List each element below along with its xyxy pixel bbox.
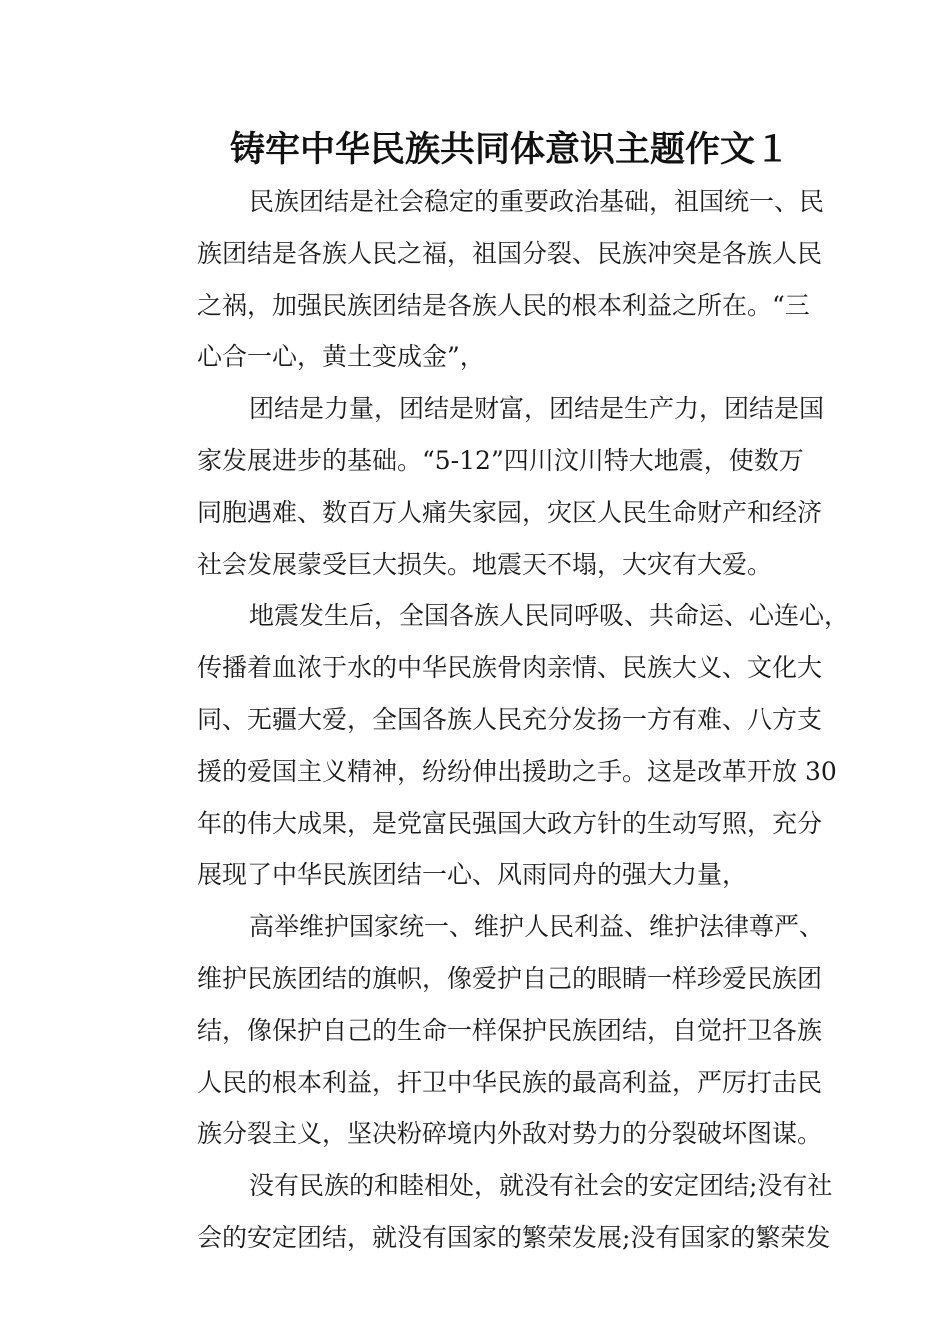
paragraph-4 [145,901,825,1160]
paragraph-line: 之祸，加强民族团结是各族人民的根本利益之所在。“三 [197,290,810,320]
paragraph-line: 心合一心，黄土变成金”， [197,342,485,372]
paragraph-line: 年的伟大成果，是党富民强国大政方针的生动写照，充分 [197,808,823,838]
paragraph-line: 援的爱国主义精神，纷纷伸出援助之手。这是改革开放 30 [197,756,837,786]
paragraph-line: 族团结是各族人民之福，祖国分裂、民族冲突是各族人民 [197,238,823,268]
paragraph-line: 没有民族的和睦相处，就没有社会的安定团结;没有社 [249,1171,833,1201]
paragraph-line: 民族团结是社会稳定的重要政治基础，祖国统一、民 [249,187,825,216]
paragraph-line: 结，像保护自己的生命一样保护民族团结，自觉扞卫各族 [197,1015,823,1045]
paragraph-line: 传播着血浓于水的中华民族骨肉亲情、民族大义、文化大 [197,653,823,683]
paragraph-line: 高举维护国家统一、维护人民利益、维护法律尊严、 [249,912,825,942]
paragraph-line: 同、无疆大爱，全国各族人民充分发扬一方有难、八方支 [197,704,823,734]
paragraph-line: 展现了中华民族团结一心、风雨同舟的强大力量， [197,860,748,890]
paragraph-line: 家发展进步的基础。“5-12”四川汶川特大地震，使数万 [197,445,804,475]
paragraph-3 [145,590,850,901]
document-body [145,176,850,1264]
paragraph-line: 会的安定团结，就没有国家的繁荣发展;没有国家的繁荣发 [197,1222,831,1252]
paragraph-2 [145,383,825,590]
paragraph-line: 人民的根本利益，扞卫中华民族的最高利益，严厉打击民 [197,1067,823,1097]
paragraph-line: 地震发生后，全国各族人民同呼吸、共命运、心连心， [249,601,850,631]
paragraph-line: 社会发展蒙受巨大损失。地震天不塌，大灾有大爱。 [197,549,773,579]
document-title: 铸牢中华民族共同体意识主题作文１ [230,129,791,170]
paragraph-5 [145,1160,833,1264]
paragraph-1 [145,176,825,383]
paragraph-line: 族分裂主义，坚决粉碎境内外敌对势力的分裂破坏图谋。 [197,1119,823,1149]
paragraph-line: 同胞遇难、数百万人痛失家园，灾区人民生命财产和经济 [197,497,823,527]
paragraph-line: 团结是力量，团结是财富，团结是生产力，团结是国 [249,394,825,424]
paragraph-line: 维护民族团结的旗帜，像爱护自己的眼睛一样珍爱民族团 [197,963,823,993]
